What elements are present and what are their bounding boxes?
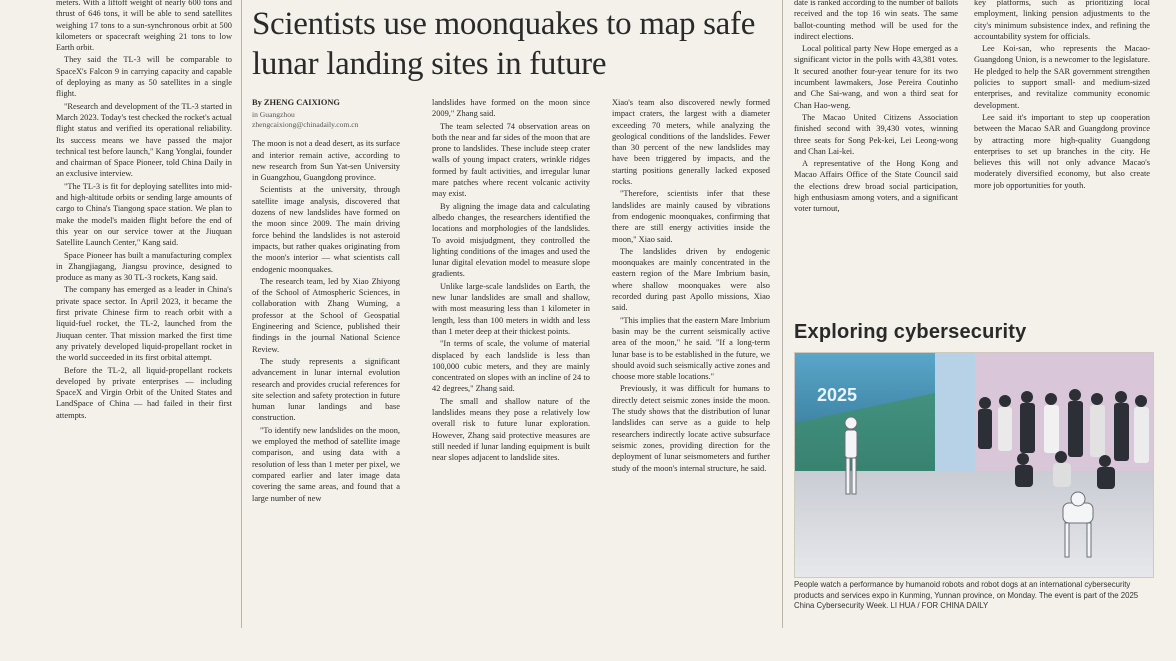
paragraph: A representative of the Hong Kong and Macao Affairs Office of the State Council said the elections drew broad social participation, high enthusiasm among voters, and a significant voter turnout, xyxy=(794,159,958,214)
paragraph: "To identify new landslides on the moon, we employed the method of satellite image comparison, and using data with a resolution of less than 1 meter per pixel, we compared earlier and later image data covering the same areas, and found that a large number of new xyxy=(252,425,400,503)
byline: By ZHENG CAIXIONG xyxy=(252,98,340,107)
sign-text: 2025 xyxy=(817,385,858,405)
paragraph: By aligning the image data and calculating albedo changes, the researchers identified the locations and morphologies of the landslides. To avoid misjudgment, they controlled the lighting conditions of the images and used the lunar digital elevation model to measure slope gradients. xyxy=(432,201,590,279)
right-column-1 xyxy=(794,0,958,309)
paragraph: Lee Koi-san, who represents the Macao-Guangdong Union, is a newcomer to the legislature. He pledged to help the SAR government strengthen policies to support small- and medium-sized enterprises, and revitalize community economic development. xyxy=(974,44,1150,110)
article-column-3 xyxy=(612,97,770,632)
paragraph: The small and shallow nature of the landslides means they pose a relatively low overall risk to future lunar exploration. However, Zhang said protective measures are still needed if lunar landing equipment is built near slopes adjacent to landslide sites. xyxy=(432,396,590,463)
paragraph: Local political party New Hope emerged as a significant victor in the polls with 43,381 votes. It secured another four-year tenure for its two incumbent lawmakers, Jose Pereira Coutinho and Che Sai-wang, and won a third seat for Chan Hao-weng. xyxy=(794,44,958,110)
paragraph: "The TL-3 is fit for deploying satellites into mid- and high-altitude orbits or sending large amounts of cargo to China's Tiangong space station. We plan to make the model's maiden flight before the end of this year on our service tower at the Jiuquan Satellite Launch Center," Kang said. xyxy=(56,181,232,248)
paragraph: The team selected 74 observation areas on both the near and far sides of the moon that are prone to landslides. These include steep crater walls of young impact craters, wrinkle ridges formed by fault activities, and irregular lunar mare patches where recent volcanic activity may exist. xyxy=(432,121,590,199)
article-headline: Scientists use moonquakes to map safe lunar landing sites in future xyxy=(252,6,756,82)
left-column xyxy=(56,0,232,632)
byline-email: zhengcaixiong@chinadaily.com.cn xyxy=(252,120,359,130)
column-divider xyxy=(241,0,242,628)
paragraph: "Research and development of the TL-3 started in March 2023. Today's test checked the rocket's actual flight status and verified its operational reliability. Its success means we have passed the major technical test before launch," Kang Yonglai, founder and chairman of Space Pioneer, told China Daily in an exclusive interview. xyxy=(56,101,232,179)
paragraph: They said the TL-3 will be comparable to SpaceX's Falcon 9 in carrying capacity and capable of deploying as many as 50 satellites in a single flight. xyxy=(56,55,232,99)
paragraph: date is ranked according to the number of ballots received and the top 16 win seats. The same ballot-counting method will be used for the indirect elections. xyxy=(794,0,958,41)
paragraph: The company has emerged as a leader in China's private space sector. In April 2023, it became the first private Chinese firm to reach orbit with a liquid-fuel rocket, the TL-2, launched from the Jiuquan center. That mission marked the first time any privately developed liquid-propellant rocket in the world succeeded in its first orbital attempt. xyxy=(56,285,232,363)
paragraph: The Macao United Citizens Association finished second with 39,430 votes, winning three seats for Song Pek-kei, Lei Leong-wong and Chan Lai-kei. xyxy=(794,112,958,156)
right-column-2 xyxy=(974,0,1150,309)
article-column-2 xyxy=(432,97,590,632)
paragraph: meters. With a liftoff weight of nearly 600 tons and thrust of 646 tons, it will be able to send satellites weighing 17 tons to a sun-synchronous orbit at 500 kilometers or spacecraft weighing 21 tons to low Earth orbit. xyxy=(56,0,232,53)
paragraph: Lee said it's important to step up cooperation between the Macao SAR and Guangdong province by attracting more high-quality Guangdong enterprises to set up branches in the city. He believes this will not only advance Macao's moderately diversified economy, but also create more job opportunities for youth. xyxy=(974,112,1150,190)
paragraph: Unlike large-scale landslides on Earth, the new lunar landslides are small and shallow, with most measuring less than 1 kilometer in length, less than 100 meters in width and less than 1 meter deep at their thickest points. xyxy=(432,281,590,336)
paragraph: The landslides driven by endogenic moonquakes are mainly concentrated in the eastern region of the Mare Imbrium basin, where shallow moonquakes were also recorded during past Apollo missions, Xiao said. xyxy=(612,246,770,313)
expo-scene-illustration xyxy=(795,353,1153,577)
paragraph: Scientists at the university, through satellite image analysis, discovered that dozens of new landslides have formed on the moon since 2009. The main driving force behind the landslides is not asteroid impacts, but rather quakes originating from the moon's interior — what scientists call endogenic moonquakes. xyxy=(252,185,400,274)
paragraph: "In terms of scale, the volume of material displaced by each landslide is less than 100,000 cubic meters, and they are mainly concentrated on slopes with an incline of 24 to 42 degrees," Zhang said. xyxy=(432,339,590,394)
paragraph: key platforms, such as prioritizing local employment, linking pension adjustments to the city's minimum subsistence index, and refining the accountability system for officials. xyxy=(974,0,1150,41)
paragraph: The research team, led by Xiao Zhiyong of the School of Atmospheric Sciences, in collaboration with Zhang Wuming, a professor at the School of Geospatial Engineering and Science, published their findings in the journal National Science Review. xyxy=(252,276,400,354)
paragraph: "This implies that the eastern Mare Imbrium basin may be the current seismically active area of the moon," he said. "If a long-term lunar base is to be established in the future, we should avoid such seismically active zones and choose more stable locations." xyxy=(612,315,770,382)
news-photo xyxy=(794,352,1154,578)
paragraph: The moon is not a dead desert, as its surface and interior remain active, according to new research from Sun Yat-sen University in Guangzhou, Guangdong province. xyxy=(252,139,400,183)
paragraph: Xiao's team also discovered newly formed impact craters, the largest with a diameter exceeding 70 meters, while analyzing the geological conditions of the landslides. Fewer than 30 percent of the new landslides may have been triggered by impacts, and the starting positions generally lacked exposed rocks. xyxy=(612,98,770,187)
paragraph: Previously, it was difficult for humans to directly detect seismic zones inside the moon. The study shows that the distribution of lunar landslides can serve as a guide to help researchers indirectly locate active subsurface seismic zones, providing direction for the deployment of lunar seismometers and further study of the moon's internal structure, he said. xyxy=(612,384,770,473)
paragraph: "Therefore, scientists infer that these landslides are mainly caused by vibrations from endogenic moonquakes, confirming that there are still energy activities inside the moon," Xiao said. xyxy=(612,189,770,244)
byline-location: in Guangzhou xyxy=(252,110,295,120)
article-column-1 xyxy=(252,97,400,632)
paragraph: Before the TL-2, all liquid-propellant rockets developed by private enterprises — including SpaceX and Virgin Orbit of the United States and LandSpace of China — had failed in their first attempts. xyxy=(56,365,232,420)
photo-caption: People watch a performance by humanoid robots and robot dogs at an international cybersecurity products and services expo in Kunming, Yunnan province, on Monday. The event is part of the 2025 China Cybersecurity Week. LI HUA / FOR CHINA DAILY xyxy=(794,580,1139,610)
photo-title: Exploring cybersecurity xyxy=(794,321,1027,343)
paragraph: The study represents a significant advancement in lunar internal evolution research and provides crucial references for site selection and safety protection in future human lunar landings and base construction. xyxy=(252,356,400,423)
column-divider xyxy=(782,0,783,628)
paragraph: landslides have formed on the moon since 2009," Zhang said. xyxy=(432,98,590,119)
paragraph: Space Pioneer has built a manufacturing complex in Zhangjiagang, Jiangsu province, designed to produce as many as 30 TL-3 rockets, Kang said. xyxy=(56,250,232,283)
